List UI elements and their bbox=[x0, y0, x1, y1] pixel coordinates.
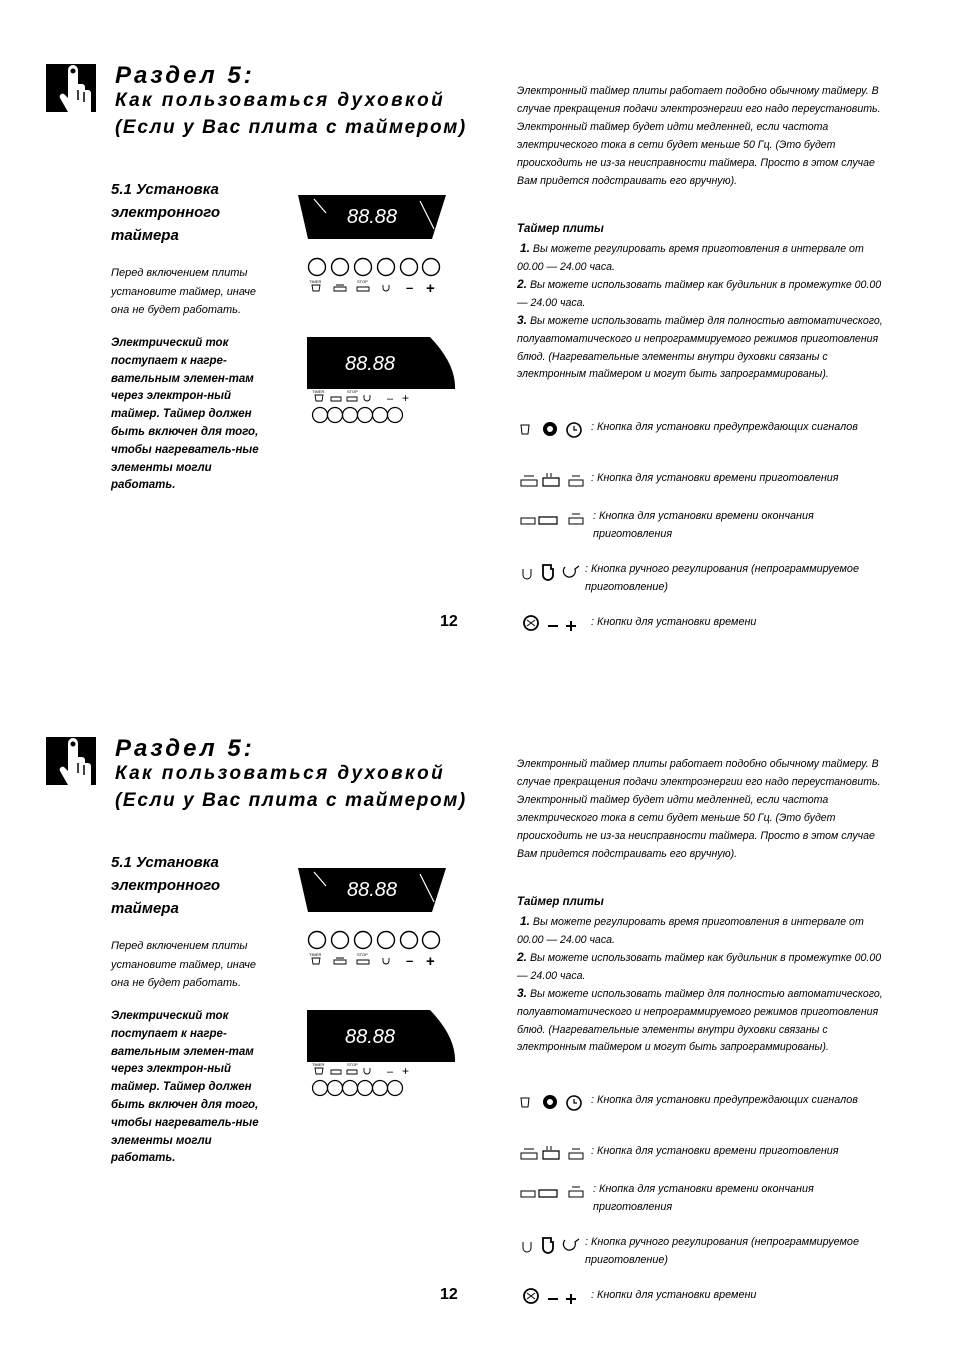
list-item-number: 1. bbox=[519, 241, 530, 255]
knob-label-timer: TIMER bbox=[312, 389, 325, 394]
timer-feature-list bbox=[517, 240, 889, 384]
list-item-number: 2. bbox=[517, 950, 528, 965]
timer-heading: Таймер плиты bbox=[517, 223, 604, 235]
timer-buttons-row-1 bbox=[307, 255, 441, 295]
manual-hand-icons bbox=[519, 1234, 583, 1254]
legend-text: : Кнопки для установки времени bbox=[591, 616, 757, 628]
legend-text: : Кнопка ручного регулирования (непрограммируемое приготовление) bbox=[585, 1236, 859, 1266]
alarm-timer-icons bbox=[519, 1092, 587, 1112]
knob-label-timer: TIMER bbox=[309, 952, 322, 957]
timer-buttons-row-1 bbox=[307, 928, 441, 968]
knob-label-stop: STOP bbox=[347, 1062, 358, 1067]
list-item bbox=[517, 985, 889, 1056]
timer-heading: Таймер плиты bbox=[517, 896, 604, 908]
legend-text: : Кнопка для установки времени приготовления bbox=[591, 472, 839, 484]
time-adjust-icons bbox=[519, 1287, 587, 1307]
list-item-text: Вы можете использовать таймер как будильник в промежутке 00.00 — 24.00 часа. bbox=[517, 279, 882, 309]
page-number: 12 bbox=[440, 613, 458, 630]
knob-label-minus: – bbox=[406, 280, 414, 295]
section-subtitle: Как пользоваться духовкой bbox=[115, 763, 446, 784]
legend-item-time-adjust bbox=[519, 614, 899, 646]
knob-label-plus: + bbox=[426, 280, 435, 295]
display-digits: 88.88 bbox=[346, 879, 398, 901]
list-item-text: Вы можете регулировать время приготовления в интервале от 00.00 — 24.00 часа. bbox=[517, 243, 864, 273]
knob-label-plus: + bbox=[426, 953, 435, 968]
list-item-number: 3. bbox=[517, 986, 528, 1001]
section-subtitle-note: (Если у Вас плита с таймером) bbox=[115, 117, 467, 138]
knob-label-plus: + bbox=[402, 1064, 410, 1078]
intro-paragraph: Электронный таймер плиты работает подобно обычному таймеру. В случае прекращения подачи электроэнергии его надо переустановить. Электронный таймер будет идти медленней, если частота электрического тока в сети будет меньше 50 Гц. (Это будет происходить не из-за неисправности таймера. Просто в этом случае Вам придется подстраивать его вручную). bbox=[517, 758, 881, 860]
manual-hand-icons bbox=[519, 561, 583, 581]
page-number: 12 bbox=[440, 1286, 458, 1303]
alarm-timer-icons bbox=[519, 419, 587, 439]
list-item-text: Вы можете регулировать время приготовления в интервале от 00.00 — 24.00 часа. bbox=[517, 916, 864, 946]
timer-display-panel-1 bbox=[296, 193, 448, 241]
list-item-text: Вы можете использовать таймер для полностью автоматического, полуавтоматического и непрограммируемого режимов приготовления блюд. (Нагревательные элементы внутри духовки связаны с электронным таймером и могут быть запрограммированы). bbox=[517, 315, 883, 381]
pointing-hand-icon bbox=[46, 737, 96, 785]
legend-text: : Кнопки для установки времени bbox=[591, 1289, 757, 1301]
legend-item-end-time bbox=[519, 1181, 899, 1213]
legend-item-alarm bbox=[519, 419, 899, 451]
section-title: Раздел 5: bbox=[115, 735, 255, 762]
knob-label-minus: – bbox=[387, 393, 394, 405]
legend-text: : Кнопка для установки времени приготовления bbox=[591, 1145, 839, 1157]
legend-text: : Кнопка для установки времени окончания приготовления bbox=[593, 510, 814, 540]
legend-item-cooking-time bbox=[519, 1143, 899, 1175]
display-digits: 88.88 bbox=[344, 1026, 396, 1048]
legend-item-time-adjust bbox=[519, 1287, 899, 1319]
list-item bbox=[517, 913, 889, 949]
manual-page-top bbox=[0, 0, 954, 660]
list-item-text: Вы можете использовать таймер как будильник в промежутке 00.00 — 24.00 часа. bbox=[517, 952, 882, 982]
section-subtitle: Как пользоваться духовкой bbox=[115, 90, 446, 111]
knob-label-stop: STOP bbox=[347, 389, 358, 394]
timer-display-panel-2 bbox=[306, 1009, 456, 1063]
knob-label-stop: STOP bbox=[357, 279, 368, 284]
knob-label-minus: – bbox=[406, 953, 414, 968]
instruction-text: Перед включением плиты установите таймер, иначе она не будет работать. bbox=[111, 940, 257, 989]
section-subtitle-note: (Если у Вас плита с таймером) bbox=[115, 790, 467, 811]
instruction-text-bold: Электрический ток поступает к нагре-вательным элемен-там через электрон-ный таймер. Таймер должен быть включен для того, чтобы нагреватель-ные элементы могли работать. bbox=[111, 1010, 259, 1165]
legend-item-cooking-time bbox=[519, 470, 899, 502]
subsection-heading: 5.1 Установка электронного таймера bbox=[111, 181, 221, 244]
end-time-icons bbox=[519, 1181, 589, 1201]
legend-item-manual bbox=[519, 1234, 899, 1266]
list-item bbox=[517, 312, 889, 383]
list-item-number: 3. bbox=[517, 313, 528, 328]
list-item-number: 1. bbox=[519, 914, 530, 928]
manual-page-bottom bbox=[0, 673, 954, 1333]
pointing-hand-icon bbox=[46, 64, 96, 112]
cooking-time-icons bbox=[519, 1143, 587, 1163]
intro-paragraph: Электронный таймер плиты работает подобно обычному таймеру. В случае прекращения подачи электроэнергии его надо переустановить. Электронный таймер будет идти медленней, если частота электрического тока в сети будет меньше 50 Гц. (Это будет происходить не из-за неисправности таймера. Просто в этом случае Вам придется подстраивать его вручную). bbox=[517, 85, 881, 187]
knob-label-timer: TIMER bbox=[309, 279, 322, 284]
legend-item-end-time bbox=[519, 508, 899, 540]
list-item-number: 2. bbox=[517, 277, 528, 292]
legend-item-manual bbox=[519, 561, 899, 593]
subsection-heading: 5.1 Установка электронного таймера bbox=[111, 854, 221, 917]
list-item bbox=[517, 276, 889, 312]
display-digits: 88.88 bbox=[346, 206, 398, 228]
timer-buttons-row-2 bbox=[311, 387, 421, 425]
list-item bbox=[517, 949, 889, 985]
time-adjust-icons bbox=[519, 614, 587, 634]
knob-label-stop: STOP bbox=[357, 952, 368, 957]
cooking-time-icons bbox=[519, 470, 587, 490]
section-title: Раздел 5: bbox=[115, 62, 255, 89]
timer-buttons-row-2 bbox=[311, 1060, 421, 1098]
end-time-icons bbox=[519, 508, 589, 528]
legend-text: : Кнопка для установки времени окончания приготовления bbox=[593, 1183, 814, 1213]
knob-label-plus: + bbox=[402, 391, 410, 405]
legend-text: : Кнопка для установки предупреждающих сигналов bbox=[591, 421, 858, 433]
timer-feature-list bbox=[517, 913, 889, 1057]
knob-label-minus: – bbox=[387, 1066, 394, 1078]
instruction-text-bold: Электрический ток поступает к нагре-вательным элемен-там через электрон-ный таймер. Таймер должен быть включен для того, чтобы нагреватель-ные элементы могли работать. bbox=[111, 337, 259, 492]
knob-label-timer: TIMER bbox=[312, 1062, 325, 1067]
list-item bbox=[517, 240, 889, 276]
legend-text: : Кнопка для установки предупреждающих сигналов bbox=[591, 1094, 858, 1106]
list-item-text: Вы можете использовать таймер для полностью автоматического, полуавтоматического и непрограммируемого режимов приготовления блюд. (Нагревательные элементы внутри духовки связаны с электронным таймером и могут быть запрограммированы). bbox=[517, 988, 883, 1054]
instruction-text: Перед включением плиты установите таймер, иначе она не будет работать. bbox=[111, 267, 257, 316]
legend-item-alarm bbox=[519, 1092, 899, 1124]
timer-display-panel-1 bbox=[296, 866, 448, 914]
legend-text: : Кнопка ручного регулирования (непрограммируемое приготовление) bbox=[585, 563, 859, 593]
timer-display-panel-2 bbox=[306, 336, 456, 390]
display-digits: 88.88 bbox=[344, 353, 396, 375]
